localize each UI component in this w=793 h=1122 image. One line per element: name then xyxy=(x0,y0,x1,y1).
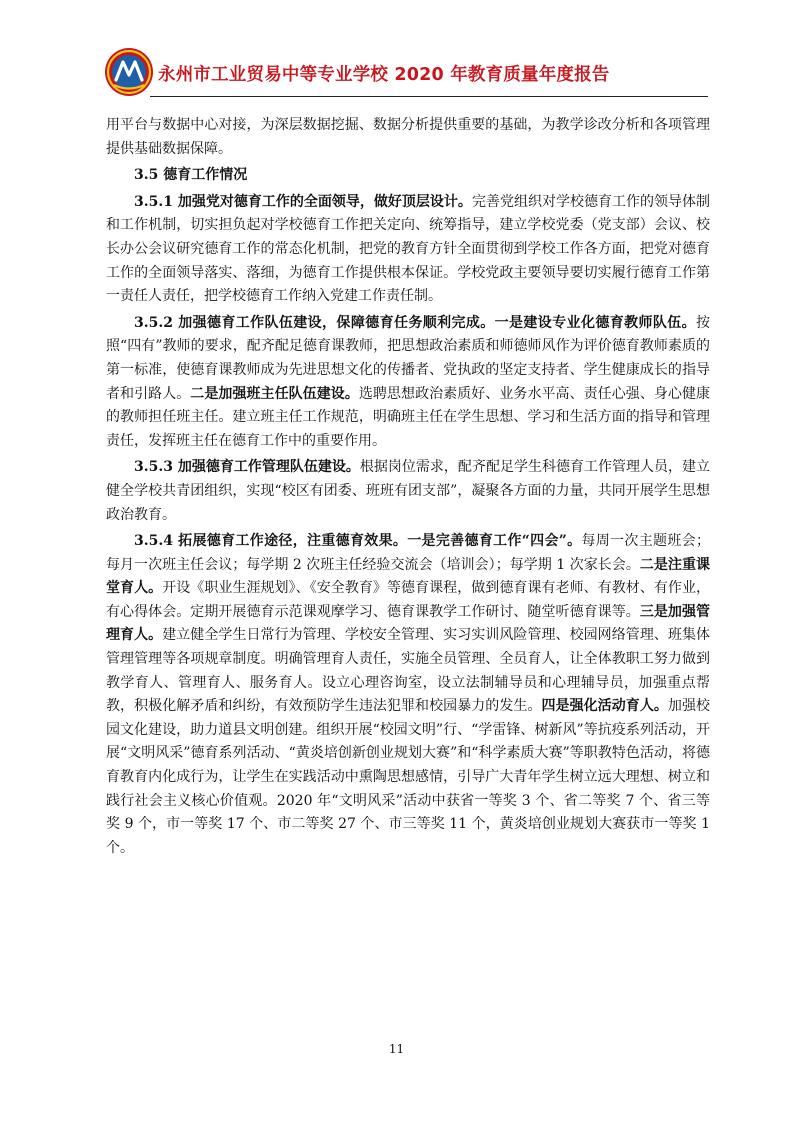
section-heading-3-5 xyxy=(106,164,710,188)
paragraph-text: 完善党组织对学校德育工作的领导体制和工作机制，切实担负起对学校德育工作把关定向、统筹指导，建立学校党委（党支部）会议、校长办公会议研究德育工作的常态化机制，把党的教育方针全面贯彻到学校工作各方面，把党对德育工作的全面领导落实、落细，为德育工作提供根本保证。学校党政主要领导要切实履行德育工作第一责任人责任，把学校德育工作纳入党建工作责任制。 xyxy=(106,193,710,305)
paragraph-3-5-1 xyxy=(106,191,710,309)
school-emblem-icon xyxy=(104,47,154,97)
paragraph-text: 选聘思想政治素质好、业务水平高、责任心强、身心健康的教师担任班主任。建立班主任工作规范，明确班主任在学生思想、学习和生活方面的指导和管理责任，发挥班主任在德育工作中的重要作用。 xyxy=(106,385,711,449)
paragraph-bold-lead: 3.5.2 加强德育工作队伍建设，保障德育任务顺利完成。一是建设专业化德育教师队伍。 xyxy=(134,314,696,331)
paragraph-3-5-4 xyxy=(106,530,710,860)
paragraph-bold-point: 四是强化活动育人。 xyxy=(541,698,668,715)
document-body xyxy=(106,114,710,860)
paragraph-text: 按照“四有”教师的要求，配齐配足德育课教师，把思想政治素质和师德师风作为评价德育教师素质的第一标准，使德育课教师成为先进思想文化的传播者、党执政的坚定支持者、学生健康成长的指导者和引路人。 xyxy=(106,314,710,402)
paragraph-text: 建立健全学生日常行为管理、学校安全管理、实习实训风险管理、校园网络管理、班集体管理管理等各项规章制度。明确管理育人责任，实施全员管理、全员育人，让全体教职工努力做到教学育人、管理育人、服务育人。设立心理咨询室，设立法制辅导员和心理辅导员，加强重点帮教，积极化解矛盾和纠纷，有效预防学生违法犯罪和校园暴力的发生。 xyxy=(106,627,711,715)
paragraph-text: 加强校园文化建设，助力道县文明创建。组织开展“校园文明”行、“学雷锋、树新风”等抗疫系列活动，开展“文明风采”德育系列活动、“黄炎培创新创业规划大赛”和“科学素质大赛”等职教特色活动，将德育教育内化成行为，让学生在实践活动中熏陶思想感情，引导广大青年学生树立远大理想、树立和践行社会主义核心价值观。2020 年“文明风采”活动中获省一等奖 3 个、省二等奖 7 个、省三等奖 9 个，市一等奖 17 个、市二等奖 27 个、市三等奖 11 个，黄炎培创业规划大赛获市一等奖 1 个。 xyxy=(106,698,711,856)
paragraph-text: 开设《职业生涯规划》、《安全教育》等德育课程，做到德育课有老师、有教材、有作业，有心得体会。定期开展德育示范课观摩学习、德育课教学工作研讨、随堂听德育课等。 xyxy=(106,580,710,620)
paragraph-text: 每周一次主题班会；每月一次班主任会议；每学期 2 次班主任经验交流会（培训会）；每学期 1 次家长会。 xyxy=(106,533,711,573)
paragraph-text: 根据岗位需求，配齐配足学生科德育工作管理人员，建立健全学校共青团组织，实现“校区有团委、班班有团支部”，凝聚各方面的力量，共同开展学生思想政治教育。 xyxy=(106,459,710,523)
section-heading-text: 3.5 德育工作情况 xyxy=(134,167,248,184)
paragraph-bold-point: 二是注重课堂育人。 xyxy=(106,556,710,597)
paragraph-3-5-2 xyxy=(106,312,710,454)
paragraph-bold-lead: 3.5.3 加强德育工作管理队伍建设。 xyxy=(134,459,360,476)
page-header xyxy=(104,47,708,99)
paragraph-text: 用平台与数据中心对接，为深层数据挖掘、数据分析提供重要的基础，为教学诊改分析和各项管理提供基础数据保障。 xyxy=(106,117,710,157)
header-title: 永州市工业贸易中等专业学校 2020 年教育质量年度报告 xyxy=(158,65,610,85)
paragraph-bold-lead: 3.5.1 加强党对德育工作的全面领导，做好顶层设计。 xyxy=(134,193,472,210)
paragraph-3-5-3 xyxy=(106,456,710,527)
paragraph-bold-lead: 3.5.4 拓展德育工作途径，注重德育效果。一是完善德育工作“四会”。 xyxy=(134,533,582,550)
paragraph-bold-point: 三是加强管理育人。 xyxy=(106,603,711,644)
header-divider xyxy=(150,96,708,97)
paragraph-bold-point: 二是加强班主任队伍建设。 xyxy=(190,385,359,402)
page-number: 11 xyxy=(388,1042,405,1056)
paragraph-intro xyxy=(106,114,710,161)
